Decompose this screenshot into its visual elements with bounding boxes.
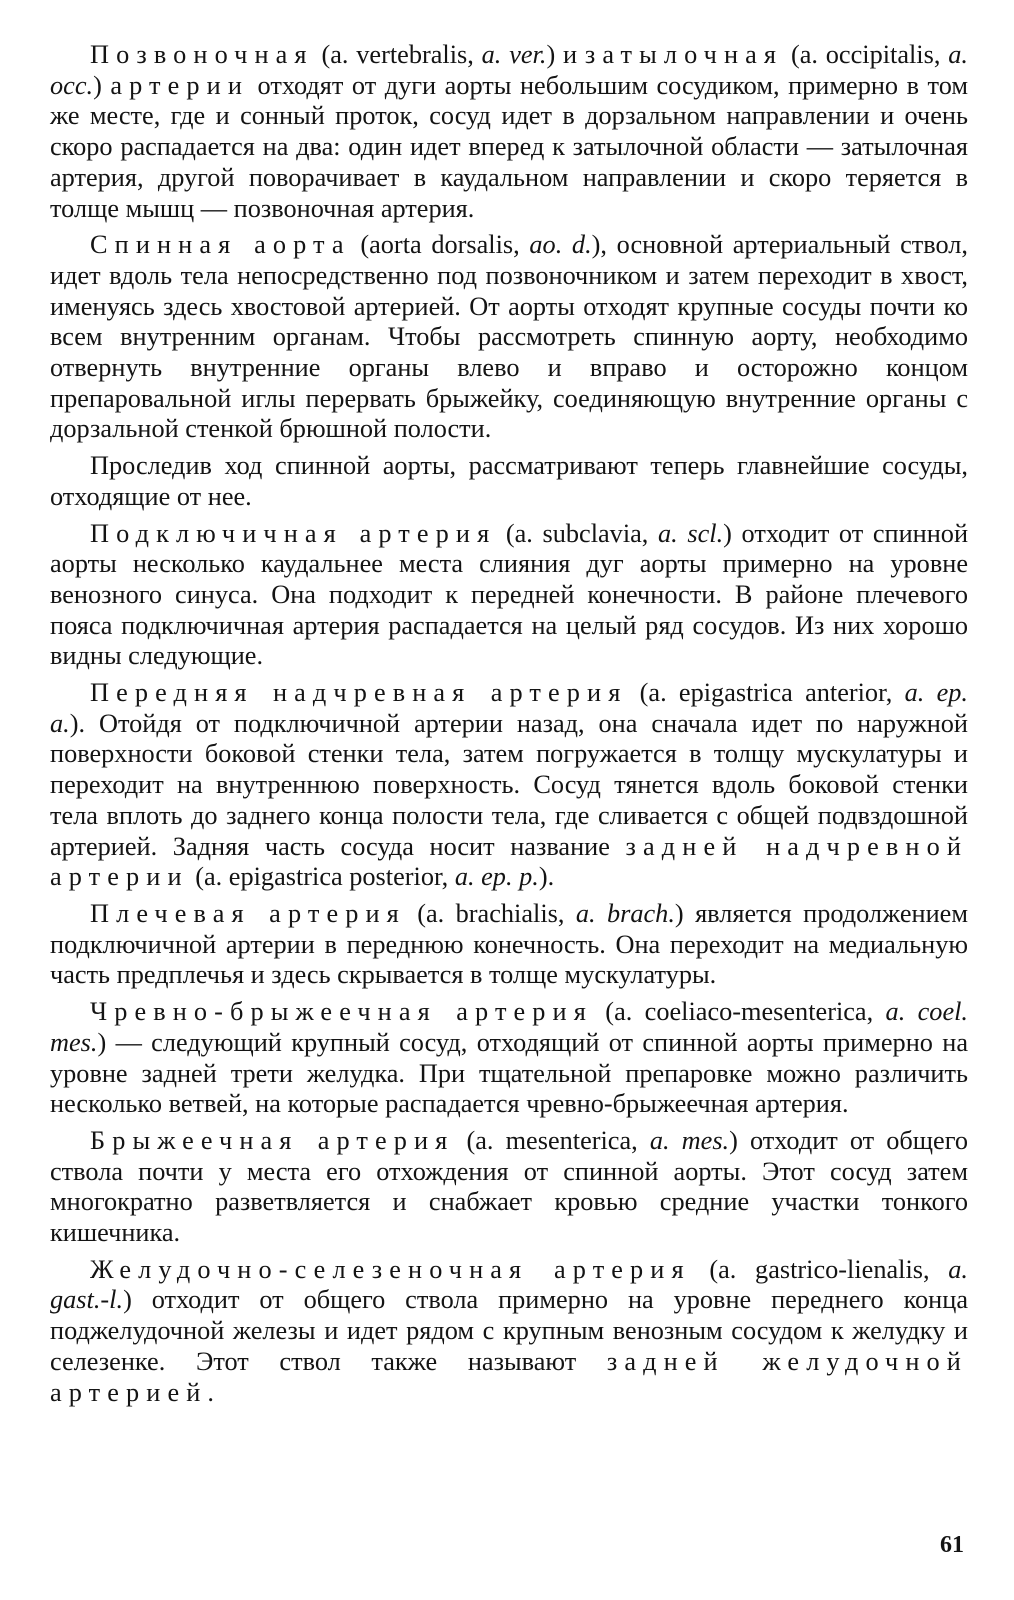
- text-run: ) отходит от спинной аорты несколько каудальнее места слияния дуг аорты примерно на уровне венозного синуса. Она подходит к передней конечности. В районе плечевого пояса подключичная артерия распадается на целый ряд сосудов. Из них хорошо видны следующие.: [50, 518, 969, 671]
- spaced-term: затылочная: [584, 40, 784, 69]
- page-body: [50, 40, 968, 1414]
- latin-abbreviation: a. ep. a.: [50, 678, 968, 738]
- spaced-term: Позвоночная: [90, 40, 314, 69]
- page-number: 61: [940, 1532, 964, 1558]
- latin-abbreviation: ao. d.: [529, 230, 592, 260]
- text-run: ) отходит от общего ствола примерно на уровне переднего конца поджелудочной железы и идет рядом с крупным венозным сосудом к желудку и селезенке. Этот ствол также называют: [50, 1285, 968, 1376]
- paragraph: [50, 230, 968, 445]
- spaced-term: Желудочно-селезеночная артерия: [90, 1254, 691, 1284]
- spaced-term: Подключичная артерия: [90, 518, 497, 548]
- paragraph: [50, 451, 968, 512]
- latin-abbreviation: a. occ.: [50, 40, 968, 100]
- text-run: ) и: [546, 40, 585, 69]
- spaced-term: Спинная аорта: [90, 230, 351, 260]
- spaced-term: задней желудочной артерией: [50, 1346, 968, 1407]
- text-run: (aorta dorsalis,: [350, 230, 530, 260]
- text-run: ), основной артериальный ствол, идет вдоль тела непосредственно под позвоночником и затем переходит в хвост, именуясь здесь хвостовой артерией. От аорты отходят крупные сосуды почти ко всем внутренним органам. Чтобы рассмотреть спинную аорту, необходимо отвернуть внутренние органы влево и вправо и осторожно концом препаровальной иглы перервать брыжейку, соединяющую внутренние органы с дорзальной стенкой брюшной полости.: [50, 230, 968, 444]
- spaced-term: Брыжеечная артерия: [90, 1125, 455, 1155]
- spaced-term: задней надчревной артерии: [50, 831, 968, 892]
- text-run: (a. brachialis,: [405, 898, 576, 928]
- text-run: ) — следующий крупный сосуд, отходящий от спинной аорты примерно на уровне задней трети желудка. При тщательной препаровке можно различить несколько ветвей, на которые распадается чревно-брыжеечная артерия.: [50, 1027, 968, 1119]
- latin-abbreviation: a. ver.: [481, 40, 547, 69]
- paragraph: [50, 40, 968, 224]
- text-run: (a. gastrico-lienalis,: [690, 1254, 949, 1284]
- latin-abbreviation: a. brach.: [575, 898, 675, 928]
- text-run: (a. coeliaco-mesenterica,: [592, 997, 886, 1027]
- text-run: (a. epigastrica anterior,: [627, 678, 905, 708]
- text-run: (a. occipitalis,: [783, 40, 949, 69]
- paragraph: [50, 1126, 968, 1249]
- text-run: .: [207, 1377, 214, 1407]
- spaced-term: Передняя надчревная артерия: [90, 678, 628, 708]
- latin-abbreviation: a. coel. mes.: [50, 997, 969, 1057]
- text-run: ). Отойдя от подключичной артерии назад, она сначала идет по наружной поверхности боковой стенки тела, затем погружается в толщу мускулатуры и переходит на внутреннюю поверхность. Сосуд тянется вдоль боковой стенки тела вплоть до заднего конца полости тела, где сливается с общей подвздошной артерией. Задняя часть сосуда носит название: [50, 708, 968, 861]
- spaced-term: Плечевая артерия: [90, 898, 406, 928]
- latin-abbreviation: a. mes.: [649, 1125, 730, 1155]
- text-run: ) является продолжением подключичной артерии в переднюю конечность. Она переходит на медиальную часть предплечья и здесь скрывается в толще мускулатуры.: [50, 898, 968, 990]
- text-run: Проследив ход спинной аорты, рассматривают теперь главнейшие сосуды, отходящие от нее.: [50, 451, 968, 511]
- paragraph: [50, 899, 968, 991]
- text-run: ).: [538, 862, 555, 892]
- text-run: ): [93, 70, 111, 100]
- paragraph: [50, 678, 968, 893]
- text-run: отходят от дуги аорты небольшим сосудиком, примерно в том же месте, где и сонный проток, сосуд идет в дорзальном направлении и очень скоро распадается на два: один идет вперед к затылочной области — затылочная артерия, другой поворачивает в каудальном направлении и скоро теряется в толще мышц — позвоночная артерия.: [50, 70, 968, 223]
- text-run: (a. epigastrica posterior,: [188, 862, 455, 892]
- text-run: (a. mesenterica,: [454, 1125, 650, 1155]
- text-run: (a. vertebralis,: [313, 40, 482, 69]
- text-run: (a. subclavia,: [496, 518, 659, 548]
- paragraph: [50, 519, 968, 673]
- paragraph: [50, 997, 968, 1120]
- latin-abbreviation: a. ep. p.: [454, 862, 539, 892]
- spaced-term: артерии: [110, 70, 250, 100]
- latin-abbreviation: a. gast.-l.: [50, 1254, 968, 1315]
- spaced-term: Чревно-брыжеечная артерия: [90, 997, 593, 1027]
- paragraph: [50, 1255, 968, 1409]
- text-run: ) отходит от общего ствола почти у места его отхождения от спинной аорты. Этот сосуд затем многократно разветвляется и снабжает кровью средние участки тонкого кишечника.: [50, 1125, 968, 1248]
- latin-abbreviation: a. scl.: [658, 518, 724, 548]
